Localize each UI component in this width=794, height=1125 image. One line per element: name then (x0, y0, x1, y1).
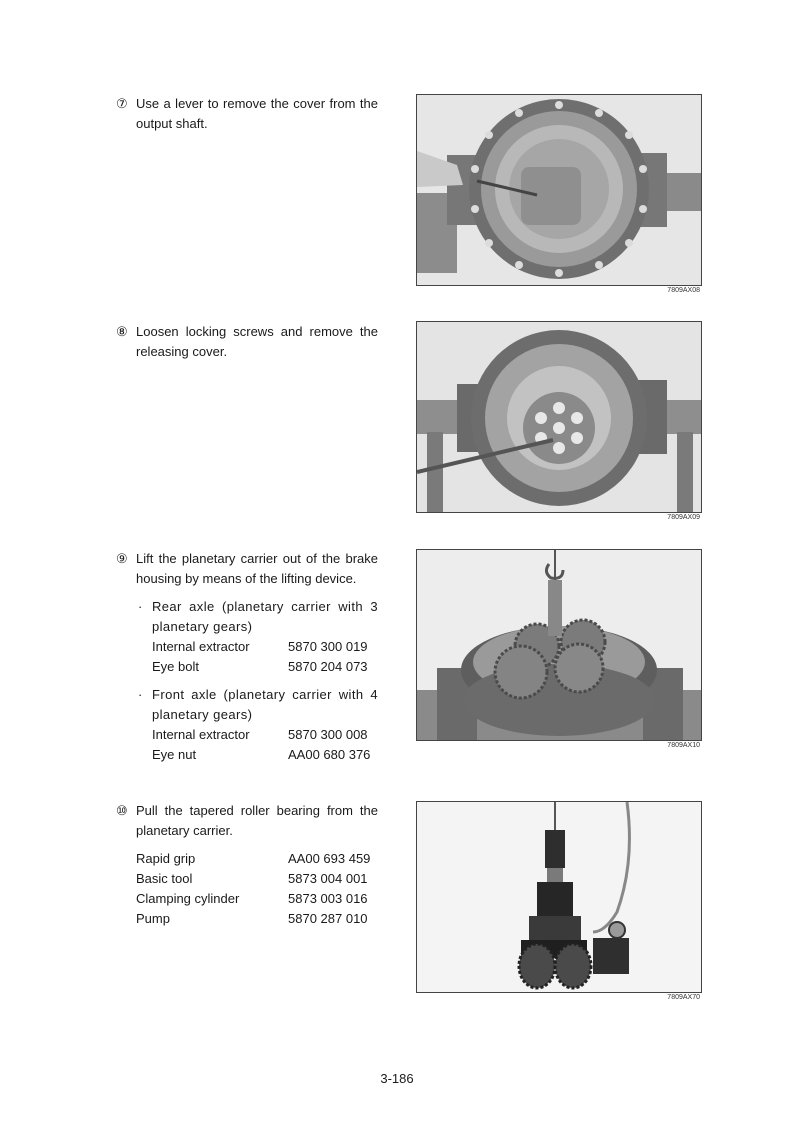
subsection-title: Rear axle (planetary carrier with 3 planetary gears) (152, 599, 378, 634)
tool-row (152, 725, 378, 745)
tool-row (136, 849, 378, 869)
step-number: ⑩ (116, 803, 128, 818)
photo-bearing-puller (416, 801, 702, 993)
tool-row (152, 637, 378, 657)
tool-row (136, 909, 378, 929)
tool-code: AA00 680 376 (288, 747, 371, 762)
step-8 (116, 322, 378, 362)
tool-name: Internal extractor (152, 639, 250, 654)
subsection-title: Front axle (planetary carrier with 4 planetary gears) (152, 687, 378, 722)
tool-list (136, 849, 378, 929)
step-text: Pull the tapered roller bearing from the planetary carrier. (136, 803, 378, 838)
tool-row (152, 745, 378, 765)
figure-code: 7809AX70 (667, 994, 700, 1001)
subsection-front-axle (138, 685, 378, 765)
tool-name: Internal extractor (152, 727, 250, 742)
tool-code: 5870 204 073 (288, 659, 368, 674)
figure-code: 7809AX10 (667, 742, 700, 749)
tool-code: 5873 004 001 (288, 871, 368, 886)
subsection-rear-axle (138, 597, 378, 677)
step-number: ⑨ (116, 551, 128, 566)
step-number: ⑧ (116, 324, 128, 339)
step-text: Use a lever to remove the cover from the output shaft. (136, 96, 378, 131)
bullet: · (138, 687, 143, 702)
figure-code: 7809AX09 (667, 514, 700, 521)
tool-row (136, 869, 378, 889)
tool-name: Eye bolt (152, 659, 199, 674)
tool-name: Basic tool (136, 871, 193, 886)
step-text: Lift the planetary carrier out of the brake housing by means of the lifting device. (136, 551, 378, 586)
bullet: · (138, 599, 143, 614)
step-7 (116, 94, 378, 134)
tool-code: 5870 300 019 (288, 639, 368, 654)
tool-row (136, 889, 378, 909)
page-number: 3-186 (380, 1071, 414, 1086)
step-text: Loosen locking screws and remove the releasing cover. (136, 324, 378, 359)
tool-name: Clamping cylinder (136, 891, 240, 906)
step-10 (116, 801, 378, 929)
tool-code: 5870 300 008 (288, 727, 368, 742)
photo-cover-removal (416, 94, 702, 286)
tool-name: Pump (136, 911, 170, 926)
figure-code: 7809AX08 (667, 287, 700, 294)
tool-code: AA00 693 459 (288, 851, 371, 866)
tool-code: 5873 003 016 (288, 891, 368, 906)
tool-name: Rapid grip (136, 851, 196, 866)
tool-name: Eye nut (152, 747, 197, 762)
step-9 (116, 549, 378, 765)
photo-releasing-cover (416, 321, 702, 513)
photo-planetary-carrier-lift (416, 549, 702, 741)
tool-row (152, 657, 378, 677)
tool-code: 5870 287 010 (288, 911, 368, 926)
step-number: ⑦ (116, 96, 128, 111)
